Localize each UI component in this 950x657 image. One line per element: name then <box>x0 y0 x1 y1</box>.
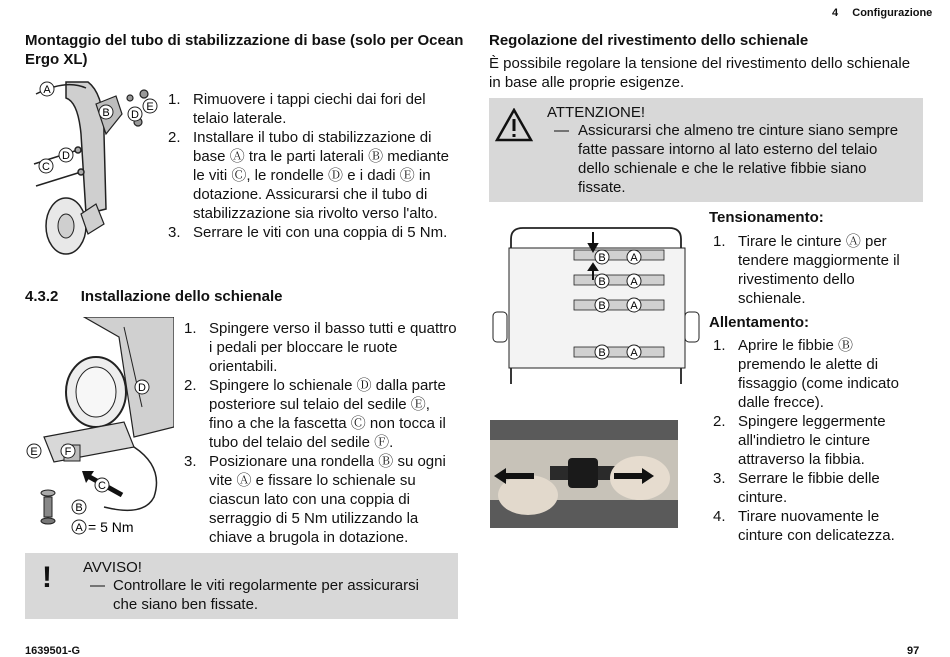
fig2-label-e: E <box>30 446 38 458</box>
figure-strap-diagram <box>489 224 703 390</box>
fig2-label-b: B <box>75 502 83 514</box>
backrest-steps <box>184 319 458 547</box>
list-item: 2. Spingere lo schienale Ⓓ dalla parte posteriore sul telaio del sedile Ⓔ, fino a che la fascetta Ⓒ non tocca il tubo del telaio del sedile Ⓕ. <box>184 377 446 451</box>
section-title-stabilizer: Montaggio del tubo di stabilizzazione di base (solo per Ocean Ergo XL) <box>25 32 464 68</box>
notice-text: Controllare le viti regolarmente per assicurarsi che siano ben fissate. <box>113 577 419 613</box>
page-header <box>832 7 932 19</box>
notice-dash: — <box>90 577 105 594</box>
list-item: 4. Tirare nuovamente le cinture con delicatezza. <box>713 508 895 544</box>
warning-text: Assicurarsi che almeno tre cinture siano sempre fatte passare intorno al lato esterno del telaio dello schienale e che le relative fibbie siano fissate. <box>578 122 899 196</box>
list-item: 3. Serrare le fibbie delle cinture. <box>713 470 880 506</box>
page-number: 97 <box>907 645 920 657</box>
warning-triangle-icon <box>495 108 533 142</box>
tension-title: Tensionamento: <box>709 209 824 226</box>
section-heading-backrest <box>25 287 282 306</box>
list-item: 1. Spingere verso il basso tutti e quattro i pedali per bloccare le ruote orientabili. <box>184 320 457 375</box>
figure-backrest-install <box>24 317 174 539</box>
list-item: 2. Spingere leggermente all'indietro le cinture attraverso la fibbia. <box>713 413 886 468</box>
chapter-title: Configurazione <box>852 7 933 19</box>
section-title-cover: Regolazione del rivestimento dello schienale <box>489 32 809 49</box>
section-intro: È possibile regolare la tensione del rivestimento dello schienale in base alle proprie esigenze. <box>489 55 911 91</box>
fig2-label-a: A <box>75 522 83 534</box>
doc-code: 1639501-G <box>25 645 81 657</box>
list-item: 1. Rimuovere i tappi ciechi dai fori del telaio laterale. <box>168 91 426 127</box>
notice-title: AVVISO! <box>83 559 142 576</box>
fig3-label-a1: A <box>630 252 638 264</box>
fig3-label-a2: A <box>630 276 638 288</box>
torque-label: = 5 Nm <box>88 519 134 535</box>
tension-steps <box>713 232 923 308</box>
fig1-label-e: E <box>146 101 154 113</box>
fig3-label-a4: A <box>630 347 638 359</box>
section-title: Installazione dello schienale <box>80 288 283 305</box>
stabilizer-steps <box>168 90 458 242</box>
list-item: 3. Posizionare una rondella Ⓑ su ogni vite Ⓐ e fissare lo schienale su ciascun lato con una coppia di serraggio di 5 Nm utilizzando la chiave a brugola in dotazione. <box>184 453 446 546</box>
notice-box <box>25 553 458 619</box>
list-item: 3. Serrare le viti con una coppia di 5 Nm. <box>168 224 448 241</box>
warning-title: ATTENZIONE! <box>547 104 646 121</box>
fig3-label-b3: B <box>598 300 606 312</box>
loosen-steps <box>713 336 923 545</box>
loosen-title: Allentamento: <box>709 314 810 331</box>
fig1-label-d: D <box>62 150 70 162</box>
fig2-label-f: F <box>64 446 72 458</box>
figure-stabilizer-tube <box>26 74 161 266</box>
warning-dash: — <box>554 122 569 139</box>
photo-buckle <box>490 420 678 528</box>
list-item: 1. Aprire le fibbie Ⓑ premendo le alette di fissaggio (come indicato dalle frecce). <box>713 337 899 411</box>
fig1-label-a: A <box>43 84 51 96</box>
fig3-label-a3: A <box>630 300 638 312</box>
fig3-label-b1: B <box>598 252 606 264</box>
fig3-label-b4: B <box>598 347 606 359</box>
fig1-label-b: B <box>102 107 110 119</box>
fig2-label-c: C <box>98 480 106 492</box>
chapter-number: 4 <box>832 7 839 19</box>
fig1-label-d-top: D <box>131 109 139 121</box>
list-item: 1. Tirare le cinture Ⓐ per tendere maggiormente il rivestimento dello schienale. <box>713 233 900 307</box>
exclamation-icon: ! <box>42 561 52 594</box>
fig3-label-b2: B <box>598 276 606 288</box>
list-item: 2. Installare il tubo di stabilizzazione di base Ⓐ tra le parti laterali Ⓑ mediante le viti Ⓒ, le rondelle Ⓓ e i dadi Ⓔ in dotazione. Assicurarsi che il tubo di stabilizzazione sia rivolto verso l'alto. <box>168 129 449 222</box>
fig1-label-c: C <box>42 161 50 173</box>
fig2-label-d: D <box>138 382 146 394</box>
section-number: 4.3.2 <box>25 288 59 305</box>
warning-box <box>489 98 923 202</box>
